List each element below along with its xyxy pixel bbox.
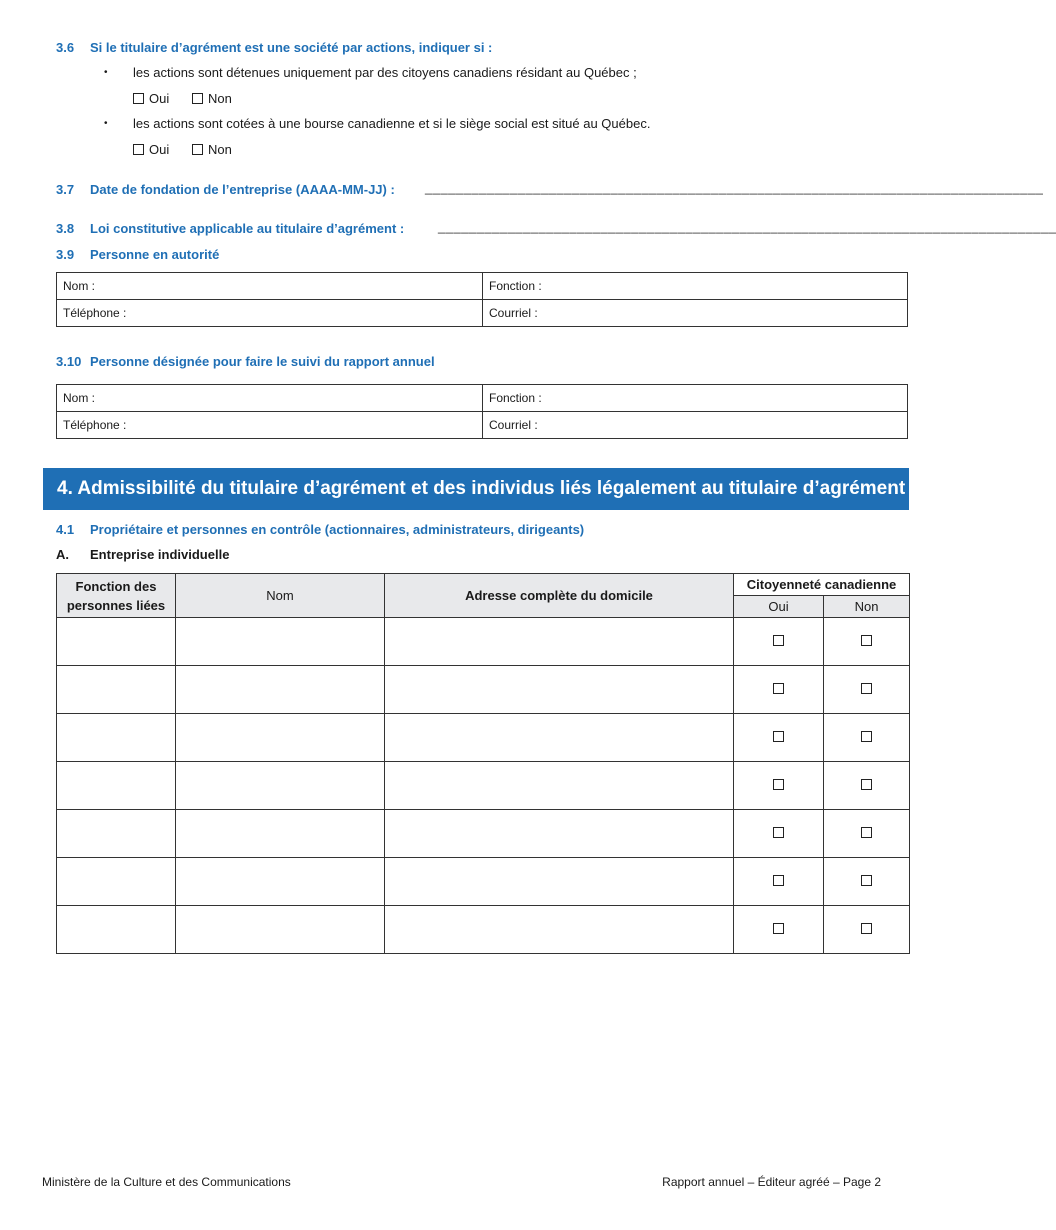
checkbox-non[interactable] — [861, 779, 872, 790]
table-row — [57, 810, 910, 858]
cell-non — [824, 858, 910, 906]
cell-nom[interactable] — [176, 906, 385, 954]
cell-fonction[interactable] — [57, 858, 176, 906]
question-3-8: 3.8 Loi constitutive applicable au titulaire d’agrément : — [56, 221, 405, 236]
item-text: les actions sont détenues uniquement par des citoyens canadiens résidant au Québec ; — [133, 65, 637, 80]
personnes-liees-table — [56, 573, 910, 954]
header-citoyennete: Citoyenneté canadienne — [734, 574, 910, 596]
cell-nom[interactable] — [176, 762, 385, 810]
checkbox-non[interactable] — [861, 635, 872, 646]
cell-non — [824, 906, 910, 954]
checkbox-non[interactable] — [861, 923, 872, 934]
cell-oui — [734, 618, 824, 666]
cell-oui — [734, 714, 824, 762]
checkbox-oui[interactable] — [133, 93, 144, 104]
table-row — [57, 666, 910, 714]
question-3-7: 3.7 Date de fondation de l’entreprise (AAAA-MM-JJ) : — [56, 182, 395, 197]
cell-adresse[interactable] — [385, 858, 734, 906]
cell-adresse[interactable] — [385, 618, 734, 666]
personne-autorite-table — [56, 272, 908, 327]
cell-oui — [734, 858, 824, 906]
footer-ministry: Ministère de la Culture et des Communications — [42, 1175, 291, 1189]
cell-non — [824, 714, 910, 762]
cell-adresse[interactable] — [385, 810, 734, 858]
question-4-1: 4.1 Propriétaire et personnes en contrôle (actionnaires, administrateurs, dirigeants) — [56, 522, 585, 537]
question-3-9: 3.9 Personne en autorité — [56, 247, 220, 262]
cell-oui — [734, 906, 824, 954]
checkbox-oui[interactable] — [773, 635, 784, 646]
checkbox-oui[interactable] — [773, 923, 784, 934]
cell-adresse[interactable] — [385, 762, 734, 810]
header-nom: Nom — [176, 574, 385, 618]
nom-field[interactable]: Nom : — [57, 385, 483, 412]
non-option[interactable]: Non — [192, 142, 232, 157]
cell-adresse[interactable] — [385, 714, 734, 762]
cell-fonction[interactable] — [57, 618, 176, 666]
checkbox-oui[interactable] — [773, 875, 784, 886]
loi-input-line[interactable]: ________________________________________________________________________________ — [438, 219, 1056, 234]
cell-nom[interactable] — [176, 858, 385, 906]
cell-non — [824, 666, 910, 714]
cell-nom[interactable] — [176, 618, 385, 666]
table-row — [57, 618, 910, 666]
cell-adresse[interactable] — [385, 906, 734, 954]
fonction-field[interactable]: Fonction : — [483, 385, 908, 412]
cell-oui — [734, 666, 824, 714]
cell-non — [824, 762, 910, 810]
cell-nom[interactable] — [176, 714, 385, 762]
oui-option[interactable]: Oui — [133, 91, 169, 106]
telephone-field[interactable]: Téléphone : — [57, 300, 483, 327]
table-row — [57, 762, 910, 810]
checkbox-non[interactable] — [861, 731, 872, 742]
bullet: • — [104, 118, 108, 129]
courriel-field[interactable]: Courriel : — [483, 412, 908, 439]
fonction-field[interactable]: Fonction : — [483, 273, 908, 300]
cell-oui — [734, 810, 824, 858]
item-text: les actions sont cotées à une bourse canadienne et si le siège social est situé au Québec. — [133, 116, 651, 131]
table-row — [57, 714, 910, 762]
date-input-line[interactable]: ________________________________________________________________________________ — [425, 180, 1044, 195]
checkbox-non[interactable] — [861, 827, 872, 838]
bullet: • — [104, 67, 108, 78]
question-3-6: 3.6 Si le titulaire d’agrément est une société par actions, indiquer si : — [56, 40, 493, 55]
footer-page-info: Rapport annuel – Éditeur agréé – Page 2 — [662, 1175, 881, 1189]
oui-option[interactable]: Oui — [133, 142, 169, 157]
checkbox-oui[interactable] — [773, 779, 784, 790]
header-adresse: Adresse complète du domicile — [385, 574, 734, 618]
cell-adresse[interactable] — [385, 666, 734, 714]
personne-designee-table — [56, 384, 908, 439]
table-row — [57, 858, 910, 906]
cell-fonction[interactable] — [57, 906, 176, 954]
cell-nom[interactable] — [176, 810, 385, 858]
telephone-field[interactable]: Téléphone : — [57, 412, 483, 439]
non-option[interactable]: Non — [192, 91, 232, 106]
checkbox-oui[interactable] — [133, 144, 144, 155]
cell-non — [824, 810, 910, 858]
header-fonction: Fonction des personnes liées — [57, 574, 176, 618]
cell-oui — [734, 762, 824, 810]
checkbox-non[interactable] — [861, 683, 872, 694]
cell-fonction[interactable] — [57, 666, 176, 714]
header-oui: Oui — [734, 596, 824, 618]
question-3-10: 3.10 Personne désignée pour faire le suivi du rapport annuel — [56, 354, 435, 369]
cell-nom[interactable] — [176, 666, 385, 714]
nom-field[interactable]: Nom : — [57, 273, 483, 300]
subsection-a: A. Entreprise individuelle — [56, 547, 230, 562]
cell-fonction[interactable] — [57, 810, 176, 858]
checkbox-oui[interactable] — [773, 827, 784, 838]
cell-fonction[interactable] — [57, 762, 176, 810]
cell-fonction[interactable] — [57, 714, 176, 762]
courriel-field[interactable]: Courriel : — [483, 300, 908, 327]
checkbox-non[interactable] — [861, 875, 872, 886]
header-non: Non — [824, 596, 910, 618]
checkbox-non[interactable] — [192, 144, 203, 155]
checkbox-oui[interactable] — [773, 683, 784, 694]
checkbox-non[interactable] — [192, 93, 203, 104]
section-4-header: 4. Admissibilité du titulaire d’agrément et des individus liés légalement au titulaire d’agrément — [43, 468, 909, 510]
checkbox-oui[interactable] — [773, 731, 784, 742]
table-row — [57, 906, 910, 954]
cell-non — [824, 618, 910, 666]
